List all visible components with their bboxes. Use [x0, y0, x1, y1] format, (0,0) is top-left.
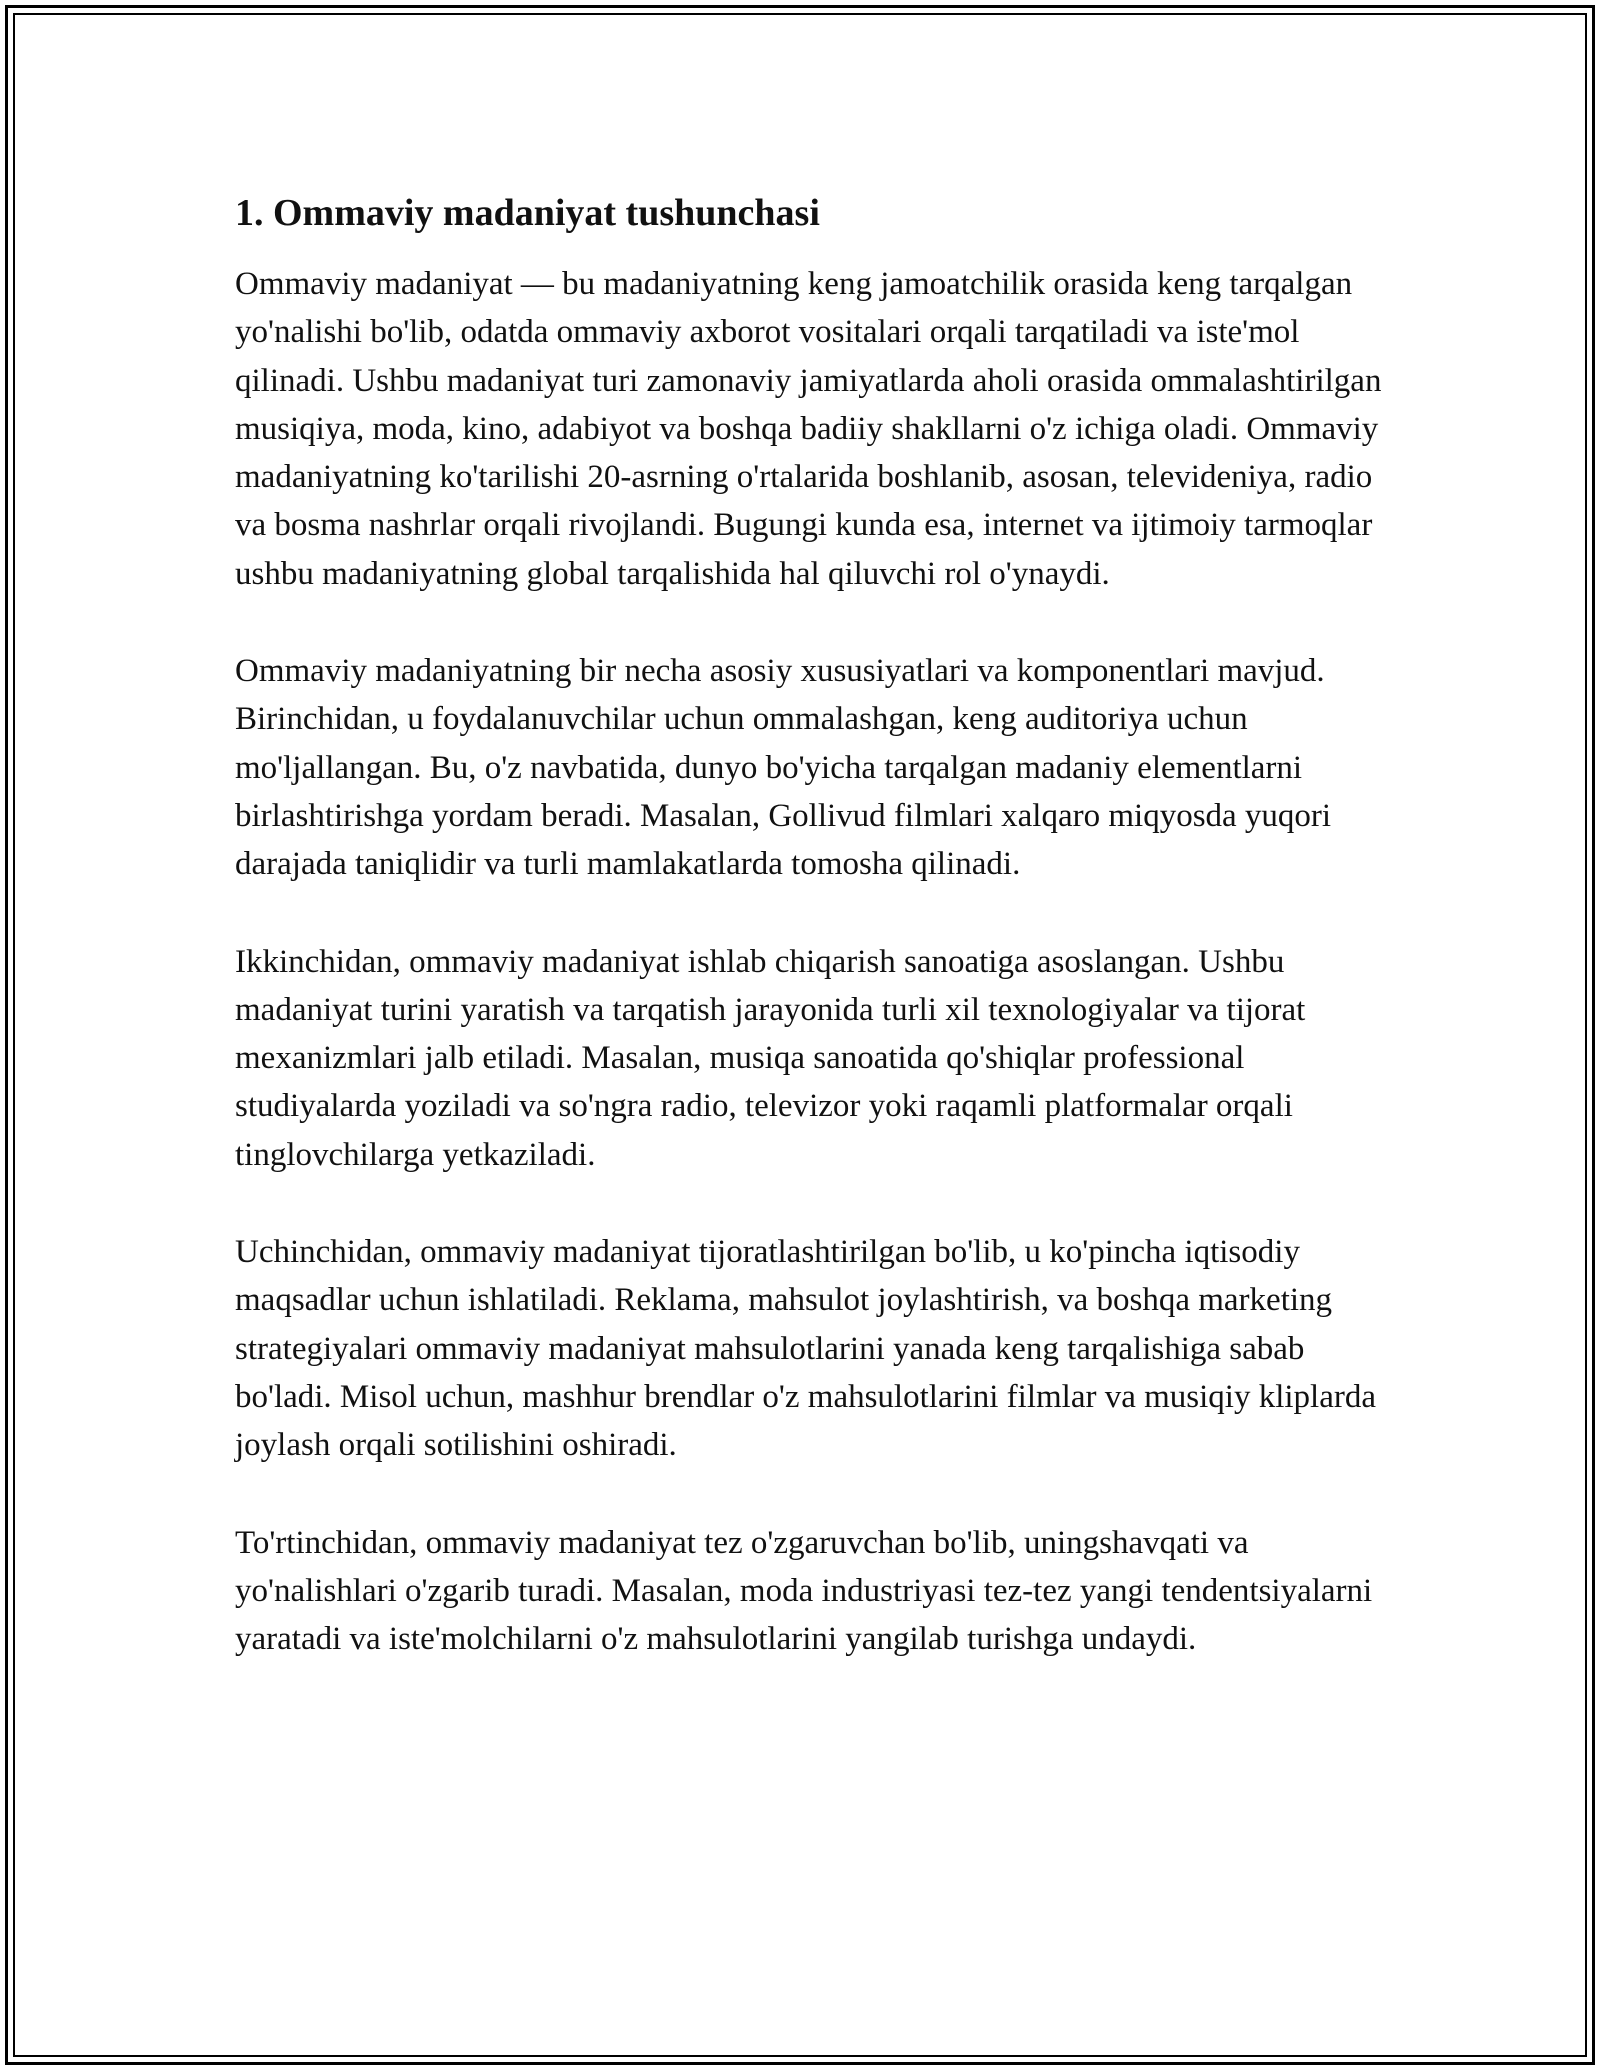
paragraph-2: Ommaviy madaniyatning bir necha asosiy xususiyatlari va komponentlari mavjud. Birinchidan, u foydalanuvchilar uchun ommalashgan, keng auditoriya uchun mo'ljallangan. Bu, o'z navbatida, dunyo bo'yicha tarqalgan madaniy elementlarni birlashtirishga yordam beradi. Masalan, Gollivud filmlari xalqaro miqyosda yuqori darajada taniqlidir va turli mamlakatlarda tomosha qilinadi.	[235, 653, 1332, 883]
paragraph-3: Ikkinchidan, ommaviy madaniyat ishlab chiqarish sanoatiga asoslangan. Ushbu madaniyat turini yaratish va tarqatish jarayonida turli xil texnologiyalar va tijorat mexanizmlari jalb etiladi. Masalan, musiqa sanoatida qo'shiqlar professional studiyalarda yoziladi va so'ngra radio, televizor yoki raqamli platformalar orqali tinglovchilarga yetkaziladi.	[235, 943, 1306, 1173]
document-body	[235, 186, 1385, 1712]
section-heading: 1. Ommaviy madaniyat tushunchasi	[235, 192, 820, 234]
paragraph-5: To'rtinchidan, ommaviy madaniyat tez o'zgaruvchan bo'lib, uningshavqati va yo'nalishlari o'zgarib turadi. Masalan, moda industriyasi tez-tez yangi tendentsiyalarni yaratadi va iste'molchilarni o'z mahsulotlarini yangilab turishga undaydi.	[235, 1524, 1373, 1658]
paragraph-4: Uchinchidan, ommaviy madaniyat tijoratlashtirilgan bo'lib, u ko'pincha iqtisodiy maqsadlar uchun ishlatiladi. Reklama, mahsulot joylashtirish, va boshqa marketing strategiyalari ommaviy madaniyat mahsulotlarini yanada keng tarqalishiga sabab bo'ladi. Misol uchun, mashhur brendlar o'z mahsulotlarini filmlar va musiqiy kliplarda joylash orqali sotilishini oshiradi.	[235, 1234, 1376, 1464]
paragraph-1: Ommaviy madaniyat — bu madaniyatning keng jamoatchilik orasida keng tarqalgan yo'nalishi bo'lib, odatda ommaviy axborot vositalari orqali tarqatiladi va iste'mol qilinadi. Ushbu madaniyat turi zamonaviy jamiyatlarda aholi orasida ommalashtirilgan musiqiya, moda, kino, adabiyot va boshqa badiiy shakllarni o'z ichiga oladi. Ommaviy madaniyatning ko'tarilishi 20-asrning o'rtalarida boshlanib, asosan, televideniya, radio va bosma nashrlar orqali rivojlandi. Bugungi kunda esa, internet va ijtimoiy tarmoqlar ushbu madaniyatning global tarqalishida hal qiluvchi rol o'ynaydi.	[235, 266, 1382, 592]
